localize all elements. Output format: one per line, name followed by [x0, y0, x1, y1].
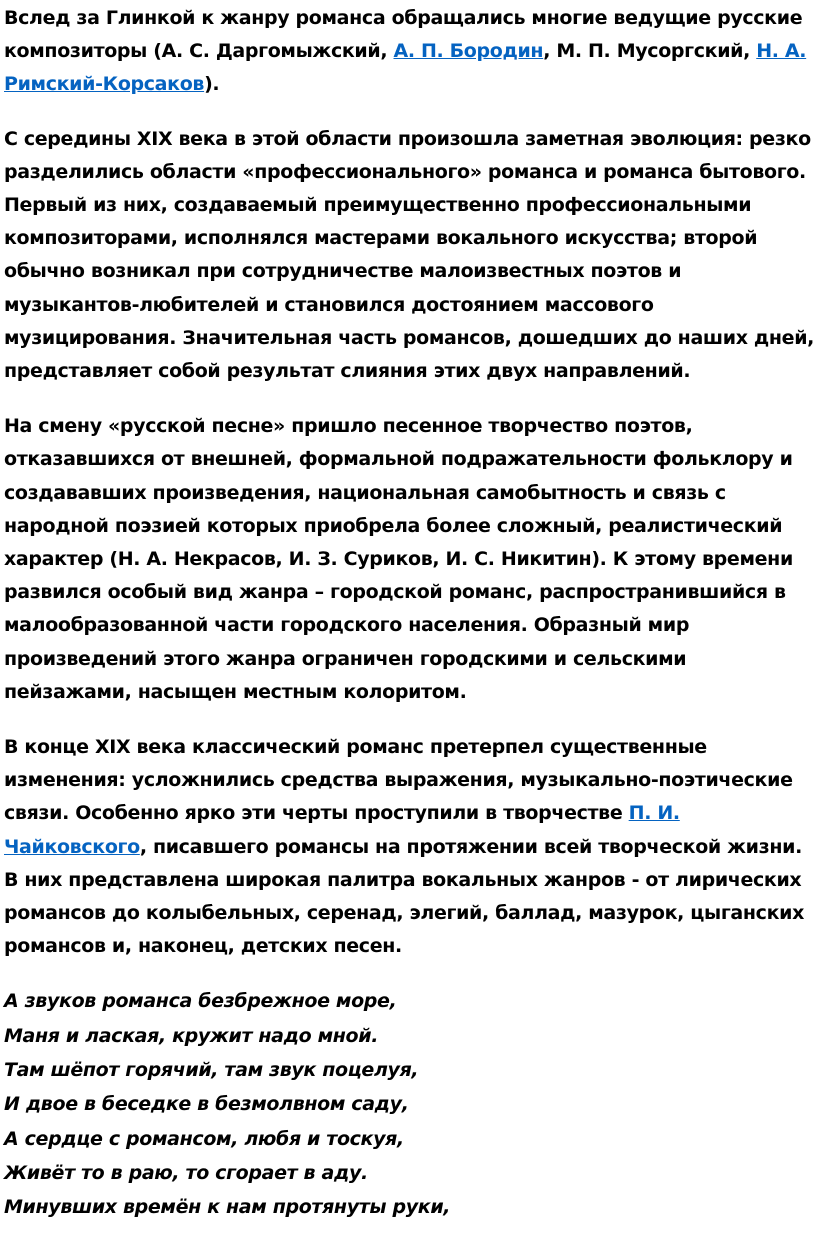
paragraph-text: В конце XIX века классический романс претерпел существенные изменения: усложнились средства выражения, музыкально-поэтические связи. Особенно ярко эти черты проступили в творчестве	[4, 736, 793, 825]
poem-line: Минувших времён к нам протянуты руки,	[4, 1196, 451, 1219]
poem-line: Там шёпот горячий, там звук поцелуя,	[4, 1059, 419, 1082]
paragraph-text: , М. П. Мусоргский,	[543, 40, 757, 63]
link-borodin[interactable]: А. П. Бородин	[393, 40, 544, 63]
paragraph-text: Вслед за Глинкой к жанру романса обращались многие ведущие русские композиторы (А. С. Даргомыжский,	[4, 7, 803, 63]
link-tchaikovsky[interactable]: П. И. Чайковского	[4, 802, 680, 858]
paragraph-text: ).	[204, 73, 220, 96]
poem	[4, 984, 816, 1224]
poem-line: А сердце с романсом, любя и тоскуя,	[4, 1127, 404, 1150]
paragraph-evolution: С середины XIX века в этой области произошла заметная эволюция: резко разделились области «профессионального» романса и романса бытового. Первый из них, создаваемый преимущественно профессиональными композиторами, исполнялся мастерами вокального искусства; второй обычно возникал при сотрудничестве малоизвестных поэтов и музыкантов-любителей и становился достоянием массового музицирования. Значительная часть романсов, дошедших до наших дней, представляет собой результат слияния этих двух направлений.	[4, 127, 815, 383]
link-rimsky-korsakov[interactable]: Н. А. Римский-Корсаков	[4, 40, 807, 96]
poem-line: Маня и лаская, кружит надо мной.	[4, 1024, 379, 1047]
paragraph-tchaikovsky	[4, 731, 816, 963]
poem-line: А звуков романса безбрежное море,	[4, 990, 397, 1013]
paragraph-city-romance: На смену «русской песне» пришло песенное творчество поэтов, отказавшихся от внешней, формальной подражательности фольклору и создававших произведения, национальная самобытность и связь с народной поэзией которых приобрела более сложный, реалистический характер (Н. А. Некрасов, И. З. Суриков, И. С. Никитин). К этому времени развился особый вид жанра – городской романс, распространившийся в малообразованной части городского населения. Образный мир произведений этого жанра ограничен городскими и сельскими пейзажами, насыщен местным колоритом.	[4, 415, 793, 703]
poem-line: И двое в беседке в безмолвном саду,	[4, 1093, 409, 1116]
paragraph-text: , писавшего романсы на протяжении всей творческой жизни. В них представлена широкая палитра вокальных жанров - от лирических романсов до колыбельных, серенад, элегий, баллад, мазурок, цыганских романсов и, наконец, детских песен.	[4, 835, 804, 958]
paragraph-composers	[4, 2, 816, 102]
poem-line: Живёт то в раю, то сгорает в аду.	[4, 1161, 368, 1184]
document-page	[0, 2, 816, 1225]
